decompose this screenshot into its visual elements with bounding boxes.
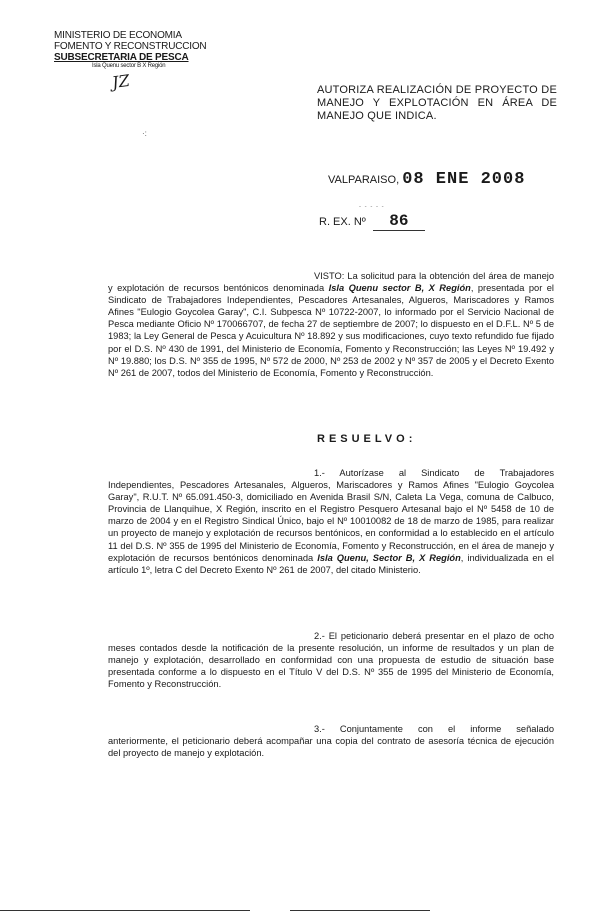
document-title: AUTORIZA REALIZACIÓN DE PROYECTO DE MANEJO Y EXPLOTACIÓN EN ÁREA DE MANEJO QUE INDICA. <box>317 84 557 122</box>
date-place: VALPARAISO, <box>328 174 400 186</box>
file-reference: Isla Quenu sector B X Región <box>92 63 166 69</box>
resuelvo-heading: RESUELVO: <box>317 433 417 445</box>
ministry-division: FOMENTO Y RECONSTRUCCION <box>54 41 207 52</box>
area-name: Isla Quenu, Sector B, X Región <box>317 552 461 563</box>
resolution-number: 86 <box>373 212 425 231</box>
footer-rule-left <box>0 910 250 911</box>
stamp-ticks: - - - - - <box>359 204 385 210</box>
visto-paragraph: VISTO: La solicitud para la obtención del área de manejo y explotación de recursos bentónicos denominada Isla Quenu sector B, X Región, presentada por el Sindicato de Trabajadores Independientes, Pescadores Artesanales, Algueros, Mariscadores y Ramos Afines "Eulogio Goycolea Garay", C.I. Subpesca Nº 10722-2007, lo informado por el Servicio Nacional de Pesca mediante Oficio Nº 170066707, de fecha 27 de septiembre de 2007; lo dispuesto en el D.F.L. Nº 5 de 1983; la Ley General de Pesca y Acuicultura Nº 18.892 y sus modificaciones, cuyo texto refundido fue fijado por el D.S. Nº 430 de 1991, del Ministerio de Economía, Fomento y Reconstrucción; las Leyes Nº 19.492 y Nº 19.880; los D.S. Nº 355 de 1995, Nº 572 de 2000, Nº 253 de 2002 y Nº 357 de 2005 y el Decreto Exento Nº 261 de 2007, todos del Ministerio de Economía, Fomento y Reconstrucción. <box>108 271 554 378</box>
area-name: Isla Quenu sector B, X Región <box>328 283 471 294</box>
resolution-prefix: R. EX. Nº <box>319 216 366 228</box>
margin-mark: ·: <box>142 129 147 138</box>
article-1: 1.- Autorízase al Sindicato de Trabajadores Independientes, Pescadores Artesanales, Algueros, Mariscadores y Ramos Afines "Eulogio Goycolea Garay", R.U.T. Nº 65.091.450-3, domiciliado en Avenida Brasil S/N, Caleta La Vega, comuna de Calbuco, Provincia de Llanquihue, X Región, inscrito en el Registro Pesquero Artesanal bajo el Nº 5458 de 10 de marzo de 2004 y en el Registro Sindical Único, bajo el Nº 10010082 de 18 de marzo de 1985, para realizar un proyecto de manejo y explotación de recursos bentónicos, en conformidad a lo establecido en el artículo 11 del D.S. Nº 355 de 1995 del Ministerio de Economía, Fomento y Reconstrucción, en el área de manejo y explotación de recursos bentónicos denominada Isla Quenu, Sector B, X Región, individualizada en el artículo 1º, letra C del Decreto Exento Nº 261 de 2007, del citado Ministerio. <box>108 468 554 575</box>
article-3: 3.- Conjuntamente con el informe señalado anteriormente, el peticionario deberá acompañar una copia del contrato de asesoría técnica de ejecución del proyecto de manejo y explotación. <box>108 724 554 759</box>
subsecretary-name: SUBSECRETARIA DE PESCA <box>54 52 189 63</box>
ministry-name: MINISTERIO DE ECONOMIA <box>54 30 182 41</box>
footer-rule-right <box>290 910 430 911</box>
handwritten-initials: JZ <box>110 70 131 93</box>
visto-label: VISTO: <box>314 271 345 281</box>
article-2: 2.- El peticionario deberá presentar en el plazo de ocho meses contados desde la notificación de la presente resolución, un informe de resultados y un plan de manejo y explotación, desarrollado en conformidad con una propuesta de estudio de situación base presentada conforme a lo dispuesto en el Título V del D.S. Nº 355 de 1995 del Ministerio de Economía, Fomento y Reconstrucción. <box>108 631 554 690</box>
date-line <box>328 170 525 189</box>
resolution-number-line <box>319 204 425 231</box>
letterhead <box>54 30 224 70</box>
date-stamp: 08 ENE 2008 <box>402 170 526 189</box>
